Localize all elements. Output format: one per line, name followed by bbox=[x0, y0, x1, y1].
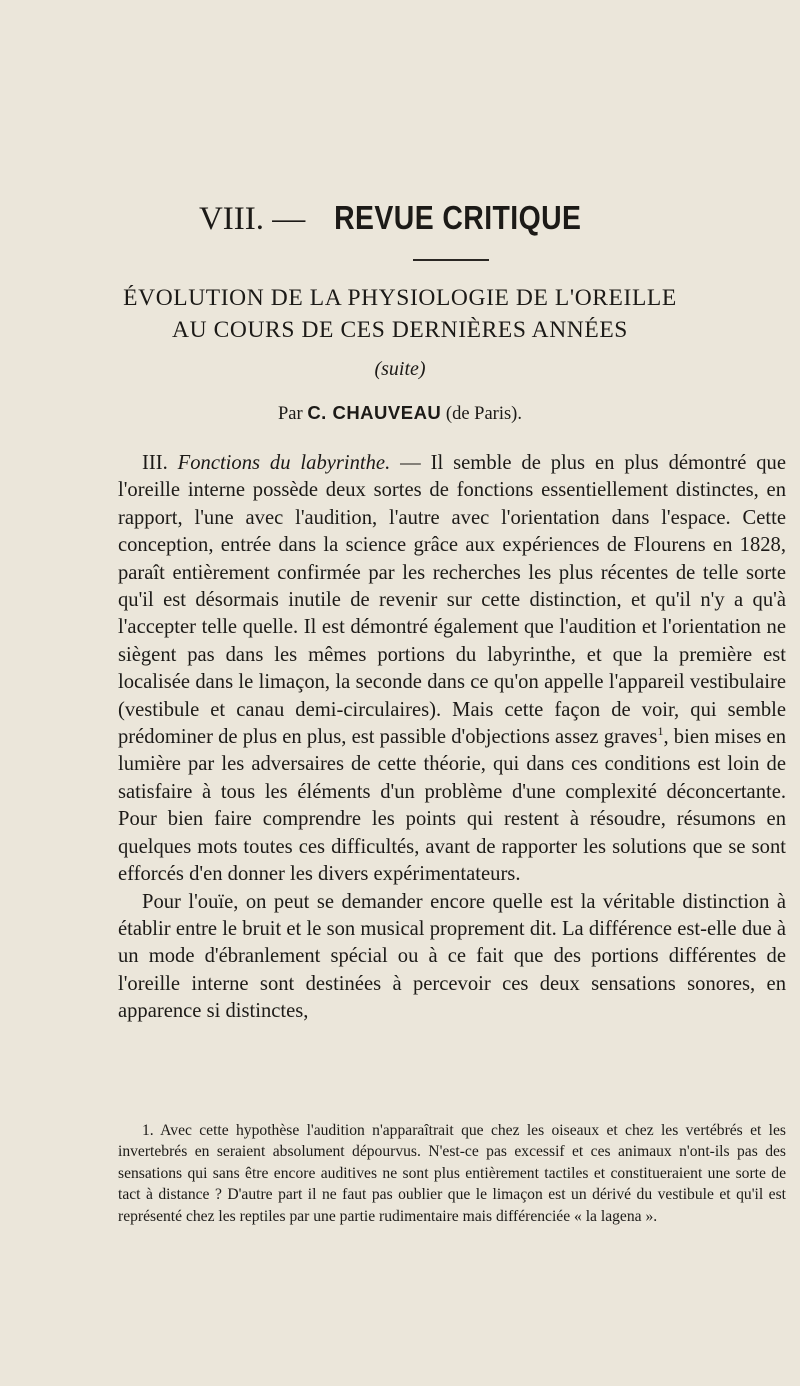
footnote-reference[interactable]: 1 bbox=[657, 724, 664, 739]
byline-affiliation: (de Paris). bbox=[441, 404, 522, 424]
paragraph-2: Pour l'ouïe, on peut se demander encore quelle est la véritable distinction à établir entre le bruit et le son musical proprement dit. La différence est-elle due à un mode d'ébranlement spécial ou à ce fait que des portions différentes de l'oreille interne sont destinées à percevoir ces deux sensations sonores, en apparence si distinctes, bbox=[118, 890, 786, 1023]
section-heading bbox=[0, 198, 800, 239]
article-title bbox=[0, 282, 800, 346]
title-divider bbox=[413, 259, 489, 261]
subsection-title: Fonctions du labyrinthe. bbox=[177, 452, 391, 474]
paragraph-lead: III. bbox=[142, 452, 178, 474]
paragraph-1-text-b: , bien mises en lumière par les adversaires de cette théorie, qui dans ces conditions est loin de satisfaire à tous les éléments d'un problème d'une complexité déconcertante. Pour bien faire comprendre les points qui restent à résoudre, résumons en quelques mots toutes ces difficultés, avant de rapporter les solutions que se sont efforcés d'en donner les divers expérimentateurs. bbox=[118, 726, 786, 886]
article-title-line-2: AU COURS DE CES DERNIÈRES ANNÉES bbox=[172, 317, 628, 343]
author-name: C. CHAUVEAU bbox=[307, 402, 442, 423]
section-number: VIII. — bbox=[198, 201, 314, 237]
footnote bbox=[118, 1120, 786, 1227]
paragraph-1-text-a: — Il semble de plus en plus démontré que l'oreille interne possède deux sortes de fonctions essentiellement distinctes, en rapport, l'une avec l'audition, l'autre avec l'orientation dans l'espace. Cette conception, entrée dans la science grâce aux expériences de Flourens en 1828, paraît entièrement confirmée par les recherches les plus récentes de telle sorte qu'il est désormais inutile de revenir sur cette distinction, et qu'il n'y a qu'à l'accepter telle quelle. Il est démontré également que l'audition et l'orientation ne siègent pas dans les mêmes portions du labyrinthe, et que la première est localisée dans le limaçon, la seconde dans ce qu'on appelle l'appareil vestibulaire (vestibule et canau demi-circulaires). Mais cette façon de voir, qui semble prédominer de plus en plus, est passible d'objections assez graves bbox=[118, 452, 786, 749]
byline bbox=[0, 400, 800, 427]
byline-prefix: Par bbox=[278, 404, 308, 424]
footnote-text: 1. Avec cette hypothèse l'audition n'apparaîtrait que chez les oiseaux et chez les vertébrés et les invertebrés en seraient absolument dépourvus. N'est-ce pas excessif et ces animaux n'ont-ils pas des sensations qui sans être encore auditives ne sont plus entièrement tactiles et constitueraient une sorte de tact à distance ? D'autre part il ne faut pas oublier que le limaçon est un dérivé du vestibule et qu'il est représenté chez les reptiles par une partie rudimentaire mais différenciée « la lagena ». bbox=[118, 1122, 786, 1225]
section-title: REVUE CRITIQUE bbox=[333, 199, 581, 236]
paragraph-1 bbox=[118, 450, 786, 889]
article-subtitle: (suite) bbox=[374, 358, 426, 380]
body-text bbox=[118, 450, 786, 1026]
article-title-line-1: ÉVOLUTION DE LA PHYSIOLOGIE DE L'OREILLE bbox=[123, 285, 677, 311]
